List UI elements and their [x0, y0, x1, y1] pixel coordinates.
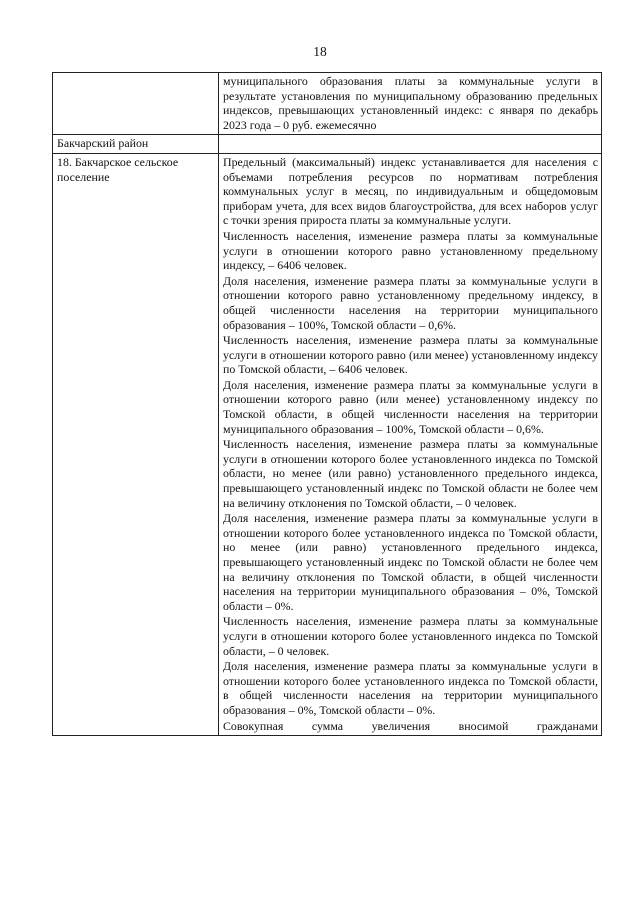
paragraph: Доля населения, изменение размера платы за коммунальные услуги в отношении которого равно установленному предельному индексу, в общей численности населения на территории муниципального образования – 100%, Томской области – 0,6%.	[223, 273, 598, 332]
tariff-table	[52, 72, 602, 736]
municipality-details	[219, 153, 602, 735]
paragraph: Численность населения, изменение размера платы за коммунальные услуги в отношении которого более установленного индекса по Томской области, но менее (или равно) установленного предельного индекса, превышающего установленный индекс по Томской области не более чем на величину отклонения по Томской области, – 0 человек.	[223, 437, 598, 510]
table-row-continuation	[53, 73, 602, 135]
region-name: Бакчарский район	[53, 135, 219, 154]
paragraph: Численность населения, изменение размера платы за коммунальные услуги в отношении которого более установленного индекса по Томской области, – 0 человек.	[223, 614, 598, 658]
page-number: 18	[313, 44, 327, 59]
table-cell-empty	[53, 73, 219, 135]
paragraph: Численность населения, изменение размера платы за коммунальные услуги в отношении которого равно (или менее) установленному индексу по Томской области, – 6406 человек.	[223, 333, 598, 377]
paragraph: Совокупная сумма увеличения вносимой гражданами	[223, 718, 598, 733]
paragraph: Доля населения, изменение размера платы за коммунальные услуги в отношении которого более установленного индекса по Томской области, в общей численности населения на территории муниципального образования – 0%, Томской области – 0%.	[223, 659, 598, 717]
continuation-text: муниципального образования платы за коммунальные услуги в результате установления по муниципальному образованию предельных индексов, превышающих установленный индекс: с января по декабрь 2023 года – 0 руб. ежемесячно	[223, 74, 598, 132]
paragraph: Численность населения, изменение размера платы за коммунальные услуги в отношении которого равно установленному предельному индексу, – 6406 человек.	[223, 228, 598, 273]
table-row-region	[53, 135, 602, 154]
table-cell-continuation	[219, 73, 602, 135]
municipality-name: 18. Бакчарское сельское поселение	[53, 153, 219, 735]
paragraph: Доля населения, изменение размера платы за коммунальные услуги в отношении которого равно (или менее) установленному индексу по Томской области, в общей численности населения на территории муниципального образования – 100%, Томской области – 0,6%.	[223, 377, 598, 436]
table-cell-empty	[219, 135, 602, 154]
table-row-municipality	[53, 153, 602, 735]
paragraph: Предельный (максимальный) индекс устанавливается для населения с объемами потребления ресурсов по нормативам потребления коммунальных услуг в месяц, по индивидуальным и общедомовым приборам учета, для всех видов благоустройства, для всех наборов услуг с точки зрения прироста платы за коммунальные услуги.	[223, 154, 598, 228]
paragraph: Доля населения, изменение размера платы за коммунальные услуги в отношении которого более установленного индекса по Томской области, но менее (или равно) установленного предельного индекса, превышающего установленный индекс по Томской области не более чем на величину отклонения по Томской области, в общей численности населения на территории муниципального образования – 0%, Томской области – 0%.	[223, 511, 598, 613]
